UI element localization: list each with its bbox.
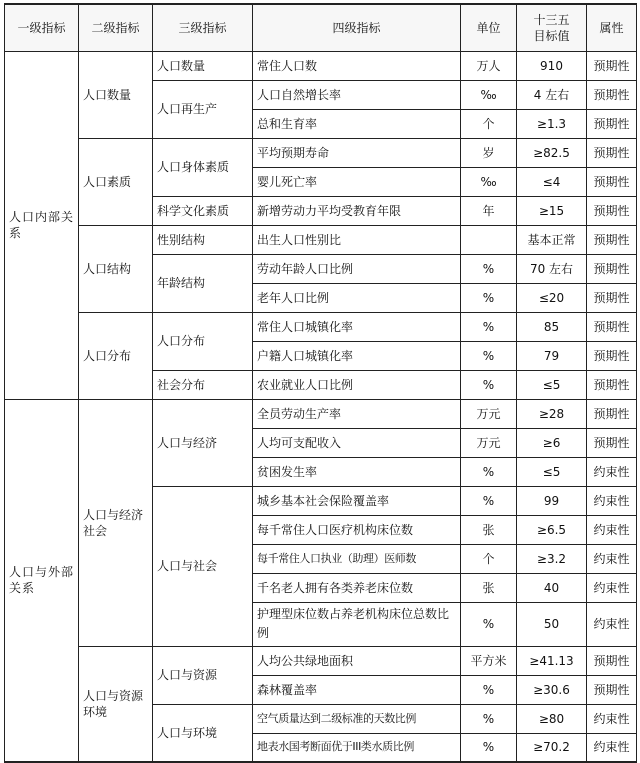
indicator-cell: 森林覆盖率 bbox=[253, 675, 461, 704]
level2-structure: 人口结构 bbox=[79, 225, 153, 312]
level3-physical: 人口身体素质 bbox=[153, 138, 253, 196]
level3-quantity: 人口数量 bbox=[153, 51, 253, 80]
target-cell: 79 bbox=[517, 341, 587, 370]
attribute-cell: 约束性 bbox=[587, 704, 637, 733]
unit-cell: 万元 bbox=[461, 399, 517, 428]
level3-social-distribution: 社会分布 bbox=[153, 370, 253, 399]
unit-cell: % bbox=[461, 312, 517, 341]
indicator-cell: 全员劳动生产率 bbox=[253, 399, 461, 428]
level2-quantity: 人口数量 bbox=[79, 51, 153, 138]
level3-education: 科学文化素质 bbox=[153, 196, 253, 225]
indicator-cell: 空气质量达到二级标准的天数比例 bbox=[253, 704, 461, 733]
target-cell: ≥30.6 bbox=[517, 675, 587, 704]
target-cell: 40 bbox=[517, 573, 587, 602]
indicator-cell: 婴儿死亡率 bbox=[253, 167, 461, 196]
attribute-cell: 预期性 bbox=[587, 196, 637, 225]
header-level2: 二级指标 bbox=[79, 4, 153, 51]
indicator-cell: 地表水国考断面优于III类水质比例 bbox=[253, 733, 461, 762]
indicator-cell: 总和生育率 bbox=[253, 109, 461, 138]
level3-environment: 人口与环境 bbox=[153, 704, 253, 762]
level1-external: 人口与外部关系 bbox=[5, 399, 79, 762]
header-level1: 一级指标 bbox=[5, 4, 79, 51]
table-row bbox=[5, 51, 637, 80]
unit-cell: 岁 bbox=[461, 138, 517, 167]
indicator-cell: 千名老人拥有各类养老床位数 bbox=[253, 573, 461, 602]
attribute-cell: 预期性 bbox=[587, 80, 637, 109]
target-cell: ≥6.5 bbox=[517, 515, 587, 544]
indicator-cell: 人均公共绿地面积 bbox=[253, 646, 461, 675]
attribute-cell: 预期性 bbox=[587, 138, 637, 167]
target-cell: ≥80 bbox=[517, 704, 587, 733]
level3-age: 年龄结构 bbox=[153, 254, 253, 312]
level2-distribution: 人口分布 bbox=[79, 312, 153, 399]
indicator-cell: 贫困发生率 bbox=[253, 457, 461, 486]
header-level4: 四级指标 bbox=[253, 4, 461, 51]
indicator-cell: 出生人口性别比 bbox=[253, 225, 461, 254]
unit-cell: % bbox=[461, 704, 517, 733]
indicator-cell: 每千常住人口执业（助理）医师数 bbox=[253, 544, 461, 573]
target-cell: 85 bbox=[517, 312, 587, 341]
target-cell: ≥41.13 bbox=[517, 646, 587, 675]
target-cell: ≥28 bbox=[517, 399, 587, 428]
attribute-cell: 预期性 bbox=[587, 675, 637, 704]
unit-cell: % bbox=[461, 341, 517, 370]
attribute-cell: 约束性 bbox=[587, 733, 637, 762]
level3-gender: 性别结构 bbox=[153, 225, 253, 254]
indicator-cell: 常住人口城镇化率 bbox=[253, 312, 461, 341]
indicator-cell: 新增劳动力平均受教育年限 bbox=[253, 196, 461, 225]
target-cell: ≤20 bbox=[517, 283, 587, 312]
indicator-cell: 每千常住人口医疗机构床位数 bbox=[253, 515, 461, 544]
unit-cell: 年 bbox=[461, 196, 517, 225]
attribute-cell: 预期性 bbox=[587, 109, 637, 138]
header-unit: 单位 bbox=[461, 4, 517, 51]
header-level3: 三级指标 bbox=[153, 4, 253, 51]
target-cell: 70 左右 bbox=[517, 254, 587, 283]
target-cell: 4 左右 bbox=[517, 80, 587, 109]
target-cell: ≥70.2 bbox=[517, 733, 587, 762]
level3-spatial: 人口分布 bbox=[153, 312, 253, 370]
table-row bbox=[5, 138, 637, 167]
indicator-table bbox=[4, 3, 637, 763]
attribute-cell: 预期性 bbox=[587, 312, 637, 341]
table-row bbox=[5, 312, 637, 341]
target-cell: 50 bbox=[517, 602, 587, 646]
unit-cell: 张 bbox=[461, 573, 517, 602]
unit-cell: ‰ bbox=[461, 167, 517, 196]
unit-cell: % bbox=[461, 675, 517, 704]
target-cell: ≤5 bbox=[517, 370, 587, 399]
indicator-cell: 户籍人口城镇化率 bbox=[253, 341, 461, 370]
target-cell: ≥15 bbox=[517, 196, 587, 225]
indicator-cell: 平均预期寿命 bbox=[253, 138, 461, 167]
level2-resource-env: 人口与资源环境 bbox=[79, 646, 153, 762]
indicator-cell: 农业就业人口比例 bbox=[253, 370, 461, 399]
header-target: 十三五 目标值 bbox=[517, 4, 587, 51]
target-cell: 基本正常 bbox=[517, 225, 587, 254]
level3-society: 人口与社会 bbox=[153, 486, 253, 646]
level2-econ-society: 人口与经济社会 bbox=[79, 399, 153, 646]
indicator-cell: 城乡基本社会保险覆盖率 bbox=[253, 486, 461, 515]
attribute-cell: 预期性 bbox=[587, 167, 637, 196]
target-cell: ≤5 bbox=[517, 457, 587, 486]
table-row bbox=[5, 225, 637, 254]
unit-cell: ‰ bbox=[461, 80, 517, 109]
attribute-cell: 约束性 bbox=[587, 486, 637, 515]
header-attribute: 属性 bbox=[587, 4, 637, 51]
unit-cell: 个 bbox=[461, 109, 517, 138]
indicator-cell: 人口自然增长率 bbox=[253, 80, 461, 109]
target-cell: ≥6 bbox=[517, 428, 587, 457]
attribute-cell: 预期性 bbox=[587, 646, 637, 675]
level1-internal: 人口内部关系 bbox=[5, 51, 79, 399]
attribute-cell: 预期性 bbox=[587, 341, 637, 370]
level3-economy: 人口与经济 bbox=[153, 399, 253, 486]
target-cell: 910 bbox=[517, 51, 587, 80]
unit-cell: % bbox=[461, 370, 517, 399]
header-row bbox=[5, 4, 637, 51]
indicator-cell: 常住人口数 bbox=[253, 51, 461, 80]
attribute-cell: 约束性 bbox=[587, 573, 637, 602]
level3-resources: 人口与资源 bbox=[153, 646, 253, 704]
attribute-cell: 约束性 bbox=[587, 544, 637, 573]
attribute-cell: 约束性 bbox=[587, 602, 637, 646]
indicator-cell: 人均可支配收入 bbox=[253, 428, 461, 457]
level2-quality: 人口素质 bbox=[79, 138, 153, 225]
unit-cell: 万元 bbox=[461, 428, 517, 457]
unit-cell: 个 bbox=[461, 544, 517, 573]
attribute-cell: 预期性 bbox=[587, 428, 637, 457]
target-cell: ≤4 bbox=[517, 167, 587, 196]
indicator-cell: 护理型床位数占养老机构床位总数比例 bbox=[253, 602, 461, 646]
indicator-cell: 老年人口比例 bbox=[253, 283, 461, 312]
target-cell: ≥3.2 bbox=[517, 544, 587, 573]
target-cell: 99 bbox=[517, 486, 587, 515]
unit-cell: 平方米 bbox=[461, 646, 517, 675]
unit-cell: % bbox=[461, 254, 517, 283]
target-cell: ≥82.5 bbox=[517, 138, 587, 167]
unit-cell: % bbox=[461, 486, 517, 515]
unit-cell: % bbox=[461, 733, 517, 762]
attribute-cell: 预期性 bbox=[587, 399, 637, 428]
attribute-cell: 预期性 bbox=[587, 225, 637, 254]
attribute-cell: 约束性 bbox=[587, 457, 637, 486]
attribute-cell: 预期性 bbox=[587, 254, 637, 283]
unit-cell: 张 bbox=[461, 515, 517, 544]
table-row bbox=[5, 399, 637, 428]
unit-cell bbox=[461, 225, 517, 254]
unit-cell: % bbox=[461, 602, 517, 646]
level3-reproduction: 人口再生产 bbox=[153, 80, 253, 138]
attribute-cell: 预期性 bbox=[587, 370, 637, 399]
indicator-cell: 劳动年龄人口比例 bbox=[253, 254, 461, 283]
target-cell: ≥1.3 bbox=[517, 109, 587, 138]
table-row bbox=[5, 646, 637, 675]
attribute-cell: 约束性 bbox=[587, 515, 637, 544]
unit-cell: 万人 bbox=[461, 51, 517, 80]
attribute-cell: 预期性 bbox=[587, 51, 637, 80]
unit-cell: % bbox=[461, 283, 517, 312]
unit-cell: % bbox=[461, 457, 517, 486]
attribute-cell: 预期性 bbox=[587, 283, 637, 312]
